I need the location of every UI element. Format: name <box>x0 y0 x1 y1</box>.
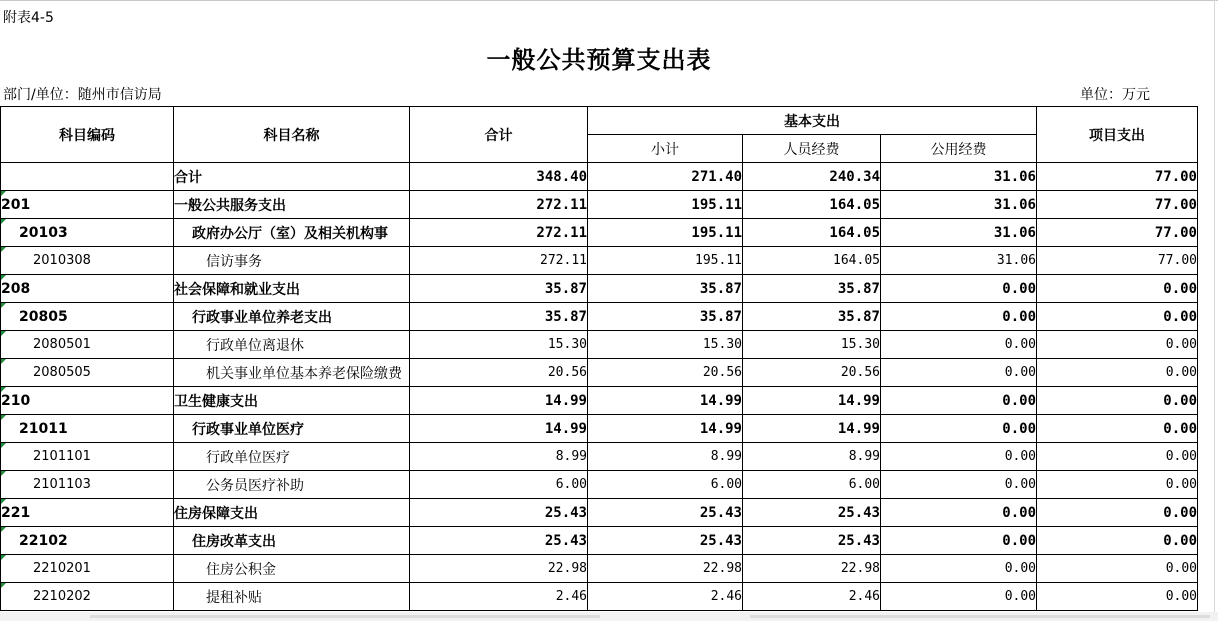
table-row[interactable] <box>1 163 1198 191</box>
cell-code-text: 221 <box>1 504 31 521</box>
cell-subtotal[interactable] <box>588 331 743 359</box>
cell-personnel[interactable] <box>743 247 881 275</box>
cell-subtotal-text: 20.56 <box>702 365 742 380</box>
cell-code[interactable] <box>1 219 174 247</box>
cell-personnel[interactable] <box>743 275 881 303</box>
cell-code[interactable] <box>1 443 174 471</box>
cell-flag-icon <box>1 583 6 588</box>
cell-total-text: 25.43 <box>544 504 587 521</box>
cell-project-text: 77.00 <box>1154 168 1197 185</box>
cell-name-text: 一般公共服务支出 <box>174 197 286 214</box>
cell-name[interactable] <box>174 247 410 275</box>
cell-personnel[interactable] <box>743 359 881 387</box>
cell-personnel[interactable] <box>743 527 881 555</box>
cell-project-text: 0.00 <box>1163 504 1197 521</box>
cell-flag-icon <box>1 443 6 448</box>
table-row[interactable] <box>1 415 1198 443</box>
cell-subtotal-text: 8.99 <box>710 449 742 464</box>
cell-personnel-text: 14.99 <box>837 420 880 437</box>
cell-subtotal[interactable] <box>588 163 743 191</box>
cell-code-text: 2101103 <box>33 477 91 492</box>
cell-code[interactable] <box>1 387 174 415</box>
cell-project-text: 0.00 <box>1165 449 1197 464</box>
header-code[interactable]: 科目编码 <box>1 107 174 163</box>
cell-public[interactable] <box>881 443 1037 471</box>
cell-code[interactable] <box>1 247 174 275</box>
cell-flag-icon <box>1 331 6 336</box>
cell-project-text: 0.00 <box>1165 589 1197 604</box>
cell-project-text: 0.00 <box>1165 337 1197 352</box>
cell-name-text: 信访事务 <box>206 253 262 270</box>
cell-personnel-text: 164.05 <box>829 224 880 241</box>
cell-public-text: 0.00 <box>1004 589 1036 604</box>
cell-subtotal[interactable] <box>588 527 743 555</box>
cell-name[interactable] <box>174 471 410 499</box>
header-name[interactable]: 科目名称 <box>174 107 410 163</box>
cell-total[interactable] <box>410 583 588 611</box>
cell-public-text: 31.06 <box>996 253 1036 268</box>
cell-public[interactable] <box>881 163 1037 191</box>
cell-name[interactable] <box>174 499 410 527</box>
cell-flag-icon <box>1 499 6 504</box>
cell-code[interactable] <box>1 331 174 359</box>
cell-code-text: 2080501 <box>33 337 91 352</box>
cell-code[interactable] <box>1 499 174 527</box>
cell-project[interactable] <box>1037 471 1198 499</box>
cell-total[interactable] <box>410 275 588 303</box>
cell-subtotal-text: 35.87 <box>699 280 742 297</box>
cell-name-text: 社会保障和就业支出 <box>174 281 300 298</box>
table-row[interactable] <box>1 191 1198 219</box>
cell-flag-icon <box>1 471 6 476</box>
cell-flag-icon <box>1 303 6 308</box>
cell-project[interactable] <box>1037 219 1198 247</box>
unit-label: 单位：万元 <box>1080 87 1150 103</box>
cell-name[interactable] <box>174 331 410 359</box>
cell-flag-icon <box>1 191 6 196</box>
cell-subtotal-text: 195.11 <box>691 196 742 213</box>
table-row[interactable] <box>1 275 1198 303</box>
cell-code[interactable] <box>1 303 174 331</box>
cell-name[interactable] <box>174 219 410 247</box>
cell-project-text: 0.00 <box>1165 477 1197 492</box>
cell-public[interactable] <box>881 415 1037 443</box>
table-row[interactable] <box>1 247 1198 275</box>
cell-flag-icon <box>1 387 6 392</box>
cell-subtotal-text: 195.11 <box>695 253 742 268</box>
cell-project-text: 0.00 <box>1165 561 1197 576</box>
table-row[interactable] <box>1 443 1198 471</box>
cell-total-text: 2.46 <box>555 589 587 604</box>
top-border-line <box>0 0 1218 1</box>
cell-subtotal[interactable] <box>588 359 743 387</box>
cell-total-text: 25.43 <box>544 532 587 549</box>
cell-public[interactable] <box>881 191 1037 219</box>
table-row[interactable] <box>1 331 1198 359</box>
page-title: 一般公共预算支出表 <box>486 45 712 74</box>
cell-code-text: 208 <box>1 280 31 297</box>
cell-code-text: 2080505 <box>33 365 91 380</box>
cell-public[interactable] <box>881 247 1037 275</box>
cell-total[interactable] <box>410 555 588 583</box>
cell-personnel-text: 8.99 <box>848 449 880 464</box>
cell-personnel-text: 15.30 <box>840 337 880 352</box>
cell-total[interactable] <box>410 499 588 527</box>
cell-public[interactable] <box>881 527 1037 555</box>
cell-name[interactable] <box>174 415 410 443</box>
cell-personnel[interactable] <box>743 415 881 443</box>
cell-project[interactable] <box>1037 555 1198 583</box>
cell-subtotal-text: 15.30 <box>702 337 742 352</box>
cell-subtotal[interactable] <box>588 303 743 331</box>
cell-code-text: 20805 <box>19 308 68 325</box>
cell-code-text: 20103 <box>19 224 68 241</box>
cell-name-text: 住房改革支出 <box>192 533 276 550</box>
cell-personnel[interactable] <box>743 443 881 471</box>
cell-flag-icon <box>1 527 6 532</box>
cell-project[interactable] <box>1037 583 1198 611</box>
cell-public-text: 0.00 <box>1004 449 1036 464</box>
cell-subtotal[interactable] <box>588 443 743 471</box>
cell-total[interactable] <box>410 443 588 471</box>
cell-flag-icon <box>1 415 6 420</box>
cell-total[interactable] <box>410 527 588 555</box>
cell-subtotal[interactable] <box>588 555 743 583</box>
cell-total[interactable] <box>410 331 588 359</box>
cell-subtotal[interactable] <box>588 219 743 247</box>
cell-name[interactable] <box>174 191 410 219</box>
cell-public[interactable] <box>881 387 1037 415</box>
cell-public-text: 31.06 <box>993 224 1036 241</box>
cell-subtotal[interactable] <box>588 415 743 443</box>
cell-subtotal[interactable] <box>588 499 743 527</box>
cell-code-text: 201 <box>1 196 31 213</box>
cell-name-text: 合计 <box>174 169 202 186</box>
cell-project-text: 0.00 <box>1163 308 1197 325</box>
cell-project[interactable] <box>1037 303 1198 331</box>
cell-project-text: 77.00 <box>1154 224 1197 241</box>
right-edge-line <box>1214 0 1215 621</box>
cell-total-text: 8.99 <box>555 449 587 464</box>
cell-project-text: 0.00 <box>1163 532 1197 549</box>
cell-personnel[interactable] <box>743 471 881 499</box>
cell-public[interactable] <box>881 275 1037 303</box>
cell-public[interactable] <box>881 555 1037 583</box>
cell-total-text: 272.11 <box>536 196 587 213</box>
cell-public[interactable] <box>881 359 1037 387</box>
cell-subtotal-text: 35.87 <box>699 308 742 325</box>
cell-code-text: 210 <box>1 392 31 409</box>
budget-table <box>0 106 1198 611</box>
cell-subtotal-text: 14.99 <box>699 420 742 437</box>
table-row[interactable] <box>1 583 1198 611</box>
cell-total[interactable] <box>410 219 588 247</box>
cell-personnel-text: 35.87 <box>837 280 880 297</box>
cell-project[interactable] <box>1037 443 1198 471</box>
cell-public-text: 0.00 <box>1004 337 1036 352</box>
cell-subtotal[interactable] <box>588 191 743 219</box>
header-total[interactable]: 合计 <box>410 107 588 163</box>
cell-name-text: 行政事业单位医疗 <box>192 421 304 438</box>
cell-subtotal[interactable] <box>588 275 743 303</box>
table-row[interactable] <box>1 219 1198 247</box>
cell-total[interactable] <box>410 247 588 275</box>
cell-name[interactable] <box>174 303 410 331</box>
cell-public-text: 0.00 <box>1004 477 1036 492</box>
cell-public[interactable] <box>881 471 1037 499</box>
cell-code[interactable] <box>1 359 174 387</box>
cell-code[interactable] <box>1 163 174 191</box>
cell-project-text: 0.00 <box>1163 280 1197 297</box>
cell-project[interactable] <box>1037 387 1198 415</box>
cell-personnel-text: 20.56 <box>840 365 880 380</box>
table-row[interactable] <box>1 359 1198 387</box>
cell-public[interactable] <box>881 499 1037 527</box>
cell-personnel[interactable] <box>743 331 881 359</box>
cell-subtotal[interactable] <box>588 583 743 611</box>
cell-total-text: 22.98 <box>547 561 587 576</box>
cell-total[interactable] <box>410 191 588 219</box>
cell-project[interactable] <box>1037 499 1198 527</box>
cell-total-text: 272.11 <box>536 224 587 241</box>
cell-project[interactable] <box>1037 359 1198 387</box>
cell-personnel[interactable] <box>743 191 881 219</box>
cell-code-text: 22102 <box>19 532 68 549</box>
cell-project-text: 77.00 <box>1157 253 1197 268</box>
cell-total[interactable] <box>410 359 588 387</box>
table-row[interactable] <box>1 387 1198 415</box>
cell-total[interactable] <box>410 387 588 415</box>
cell-code-text: 2210201 <box>33 561 91 576</box>
cell-public-text: 0.00 <box>1002 532 1036 549</box>
cell-public-text: 31.06 <box>993 196 1036 213</box>
table-row[interactable] <box>1 499 1198 527</box>
cell-public-text: 31.06 <box>993 168 1036 185</box>
cell-project[interactable] <box>1037 415 1198 443</box>
cell-public[interactable] <box>881 303 1037 331</box>
cell-total-text: 6.00 <box>555 477 587 492</box>
cell-public[interactable] <box>881 219 1037 247</box>
cell-personnel[interactable] <box>743 387 881 415</box>
header-subtotal[interactable]: 小计 <box>588 135 743 163</box>
cell-flag-icon <box>1 359 6 364</box>
cell-project[interactable] <box>1037 527 1198 555</box>
cell-subtotal-text: 22.98 <box>702 561 742 576</box>
cell-code[interactable] <box>1 527 174 555</box>
cell-personnel[interactable] <box>743 499 881 527</box>
cell-public-text: 0.00 <box>1002 392 1036 409</box>
cell-subtotal[interactable] <box>588 387 743 415</box>
cell-public-text: 0.00 <box>1002 420 1036 437</box>
cell-personnel[interactable] <box>743 583 881 611</box>
cell-subtotal-text: 271.40 <box>691 168 742 185</box>
cell-public-text: 0.00 <box>1004 365 1036 380</box>
cell-personnel-text: 164.05 <box>833 253 880 268</box>
cell-name-text: 卫生健康支出 <box>174 393 258 410</box>
cell-subtotal[interactable] <box>588 247 743 275</box>
horizontal-scrollbar[interactable] <box>0 612 1218 621</box>
cell-personnel-text: 14.99 <box>837 392 880 409</box>
cell-project[interactable] <box>1037 163 1198 191</box>
cell-subtotal-text: 25.43 <box>699 532 742 549</box>
cell-personnel-text: 6.00 <box>848 477 880 492</box>
cell-code[interactable] <box>1 555 174 583</box>
header-personnel[interactable]: 人员经费 <box>743 135 881 163</box>
cell-personnel[interactable] <box>743 219 881 247</box>
table-row[interactable] <box>1 527 1198 555</box>
cell-subtotal-text: 14.99 <box>699 392 742 409</box>
cell-total[interactable] <box>410 471 588 499</box>
cell-personnel[interactable] <box>743 303 881 331</box>
cell-total-text: 35.87 <box>544 280 587 297</box>
cell-code-text: 2010308 <box>33 253 91 268</box>
cell-name-text: 住房公积金 <box>206 561 276 578</box>
cell-total[interactable] <box>410 163 588 191</box>
department-label: 部门/单位：随州市信访局 <box>3 87 162 103</box>
cell-code-text: 2210202 <box>33 589 91 604</box>
cell-project[interactable] <box>1037 191 1198 219</box>
cell-code[interactable] <box>1 191 174 219</box>
cell-total-text: 348.40 <box>536 168 587 185</box>
cell-name[interactable] <box>174 583 410 611</box>
cell-name-text: 住房保障支出 <box>174 505 258 522</box>
cell-personnel[interactable] <box>743 555 881 583</box>
cell-total-text: 272.11 <box>540 253 587 268</box>
cell-flag-icon <box>1 247 6 252</box>
cell-name[interactable] <box>174 163 410 191</box>
header-project[interactable]: 项目支出 <box>1037 107 1198 163</box>
cell-total-text: 14.99 <box>544 392 587 409</box>
cell-code-text: 2101101 <box>33 449 91 464</box>
cell-personnel-text: 240.34 <box>829 168 880 185</box>
cell-personnel-text: 35.87 <box>837 308 880 325</box>
cell-total[interactable] <box>410 415 588 443</box>
cell-subtotal[interactable] <box>588 471 743 499</box>
cell-name-text: 公务员医疗补助 <box>206 477 304 494</box>
cell-name[interactable] <box>174 387 410 415</box>
table-row[interactable] <box>1 555 1198 583</box>
cell-subtotal-text: 195.11 <box>691 224 742 241</box>
cell-name[interactable] <box>174 555 410 583</box>
cell-public[interactable] <box>881 331 1037 359</box>
cell-name[interactable] <box>174 527 410 555</box>
cell-personnel-text: 164.05 <box>829 196 880 213</box>
cell-project-text: 0.00 <box>1163 392 1197 409</box>
cell-public[interactable] <box>881 583 1037 611</box>
cell-total[interactable] <box>410 303 588 331</box>
cell-project-text: 77.00 <box>1154 196 1197 213</box>
cell-project-text: 0.00 <box>1163 420 1197 437</box>
cell-public-text: 0.00 <box>1004 561 1036 576</box>
cell-personnel-text: 22.98 <box>840 561 880 576</box>
cell-public-text: 0.00 <box>1002 308 1036 325</box>
cell-name-text: 行政单位医疗 <box>206 449 290 466</box>
cell-flag-icon <box>1 219 6 224</box>
cell-total-text: 20.56 <box>547 365 587 380</box>
cell-name-text: 提租补贴 <box>206 589 262 606</box>
cell-name-text: 机关事业单位基本养老保险缴费 <box>206 365 402 382</box>
cell-personnel-text: 25.43 <box>837 504 880 521</box>
cell-code[interactable] <box>1 415 174 443</box>
cell-personnel[interactable] <box>743 163 881 191</box>
cell-public-text: 0.00 <box>1002 504 1036 521</box>
cell-name-text: 行政事业单位养老支出 <box>192 309 332 326</box>
cell-total-text: 35.87 <box>544 308 587 325</box>
cell-subtotal-text: 2.46 <box>710 589 742 604</box>
cell-project[interactable] <box>1037 331 1198 359</box>
cell-name[interactable] <box>174 443 410 471</box>
scroll-segment <box>750 615 1210 618</box>
table-row[interactable] <box>1 471 1198 499</box>
cell-code[interactable] <box>1 275 174 303</box>
header-public[interactable]: 公用经费 <box>881 135 1037 163</box>
cell-project[interactable] <box>1037 275 1198 303</box>
cell-personnel-text: 25.43 <box>837 532 880 549</box>
cell-project-text: 0.00 <box>1165 365 1197 380</box>
cell-subtotal-text: 25.43 <box>699 504 742 521</box>
cell-name[interactable] <box>174 275 410 303</box>
cell-flag-icon <box>1 555 6 560</box>
table-body <box>1 163 1198 611</box>
cell-code-text: 21011 <box>19 420 68 437</box>
header-basic[interactable]: 基本支出 <box>588 107 1037 135</box>
cell-name-text: 行政单位离退休 <box>206 337 304 354</box>
cell-personnel-text: 2.46 <box>848 589 880 604</box>
cell-project[interactable] <box>1037 247 1198 275</box>
cell-total-text: 15.30 <box>547 337 587 352</box>
cell-code[interactable] <box>1 583 174 611</box>
cell-flag-icon <box>1 275 6 280</box>
cell-name[interactable] <box>174 359 410 387</box>
cell-name-text: 政府办公厅（室）及相关机构事 <box>192 225 388 242</box>
cell-public-text: 0.00 <box>1002 280 1036 297</box>
annex-label: 附表4-5 <box>3 10 54 26</box>
scroll-segment <box>90 615 600 618</box>
cell-code[interactable] <box>1 471 174 499</box>
cell-total-text: 14.99 <box>544 420 587 437</box>
cell-subtotal-text: 6.00 <box>710 477 742 492</box>
table-row[interactable] <box>1 303 1198 331</box>
